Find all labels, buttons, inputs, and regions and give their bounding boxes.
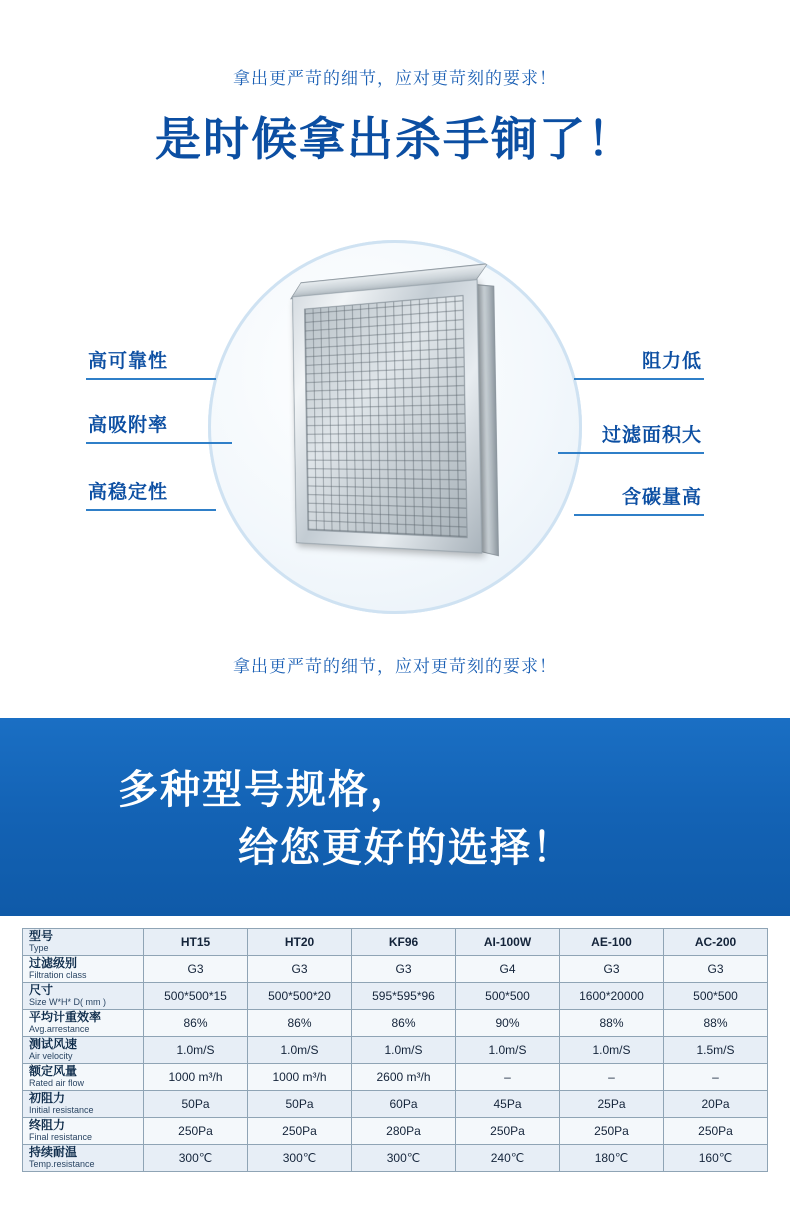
hero-title: 是时候拿出杀手锏了！ bbox=[155, 113, 635, 165]
spec-model-header: HT15 bbox=[144, 929, 248, 956]
spec-cell: G3 bbox=[248, 956, 352, 983]
spec-row-label-cn: 平均计重效率 bbox=[29, 1010, 102, 1024]
spec-cell: 300℃ bbox=[352, 1145, 456, 1172]
feature-right-2: 过滤面积大 bbox=[601, 425, 702, 446]
spec-cell: 250Pa bbox=[456, 1118, 560, 1145]
spec-cell: 60Pa bbox=[352, 1091, 456, 1118]
spec-row-label-en: Temp.resistance bbox=[29, 1159, 95, 1169]
panel-frame bbox=[292, 279, 482, 554]
feature-right-1: 阻力低 bbox=[641, 351, 702, 372]
spec-cell: 2600 m³/h bbox=[352, 1064, 456, 1091]
spec-row-label bbox=[23, 929, 144, 956]
panel-mesh bbox=[304, 295, 468, 538]
spec-cell: 1.0m/S bbox=[560, 1037, 664, 1064]
spec-table bbox=[22, 928, 768, 1172]
spec-row-label bbox=[23, 1091, 144, 1118]
spec-cell: 1600*20000 bbox=[560, 983, 664, 1010]
banner-section bbox=[0, 718, 790, 916]
spec-cell: – bbox=[456, 1064, 560, 1091]
product-image-circle bbox=[208, 240, 582, 614]
spec-table-wrapper bbox=[22, 928, 768, 1172]
spec-cell: 500*500*20 bbox=[248, 983, 352, 1010]
spec-row-label-cn: 持续耐温 bbox=[29, 1145, 78, 1159]
feature-left-rule-1 bbox=[86, 378, 216, 380]
spec-row-label bbox=[23, 983, 144, 1010]
spec-row-label bbox=[23, 956, 144, 983]
spec-row-label bbox=[23, 1010, 144, 1037]
spec-row-label-en: Size W*H* D( mm ) bbox=[29, 997, 106, 1007]
spec-cell: G3 bbox=[352, 956, 456, 983]
spec-model-header: HT20 bbox=[248, 929, 352, 956]
spec-cell: 1000 m³/h bbox=[144, 1064, 248, 1091]
table-row bbox=[23, 983, 768, 1010]
spec-cell: 595*595*96 bbox=[352, 983, 456, 1010]
feature-right-rule-3 bbox=[574, 514, 704, 516]
spec-model-header: KF96 bbox=[352, 929, 456, 956]
spec-row-label-cn: 额定风量 bbox=[29, 1064, 78, 1078]
spec-cell: 88% bbox=[560, 1010, 664, 1037]
hero-subtitle: 拿出更严苛的细节，应对更苛刻的要求！ bbox=[233, 69, 557, 88]
spec-row-label-cn: 终阻力 bbox=[29, 1118, 66, 1132]
spec-cell: 280Pa bbox=[352, 1118, 456, 1145]
spec-row-label-cn: 初阻力 bbox=[29, 1091, 66, 1105]
spec-row-label-en: Type bbox=[29, 943, 49, 953]
banner-line-2: 给您更好的选择！ bbox=[238, 826, 574, 870]
spec-cell: 250Pa bbox=[664, 1118, 768, 1145]
spec-cell: 20Pa bbox=[664, 1091, 768, 1118]
spec-cell: 1.5m/S bbox=[664, 1037, 768, 1064]
spec-row-label-cn: 尺寸 bbox=[29, 983, 54, 997]
spec-cell: 25Pa bbox=[560, 1091, 664, 1118]
feature-right-rule-1 bbox=[574, 378, 704, 380]
table-row bbox=[23, 1064, 768, 1091]
table-row bbox=[23, 929, 768, 956]
table-row bbox=[23, 1118, 768, 1145]
spec-cell: 500*500 bbox=[456, 983, 560, 1010]
spec-cell: G3 bbox=[664, 956, 768, 983]
feature-left-rule-3 bbox=[86, 509, 216, 511]
spec-row-label bbox=[23, 1118, 144, 1145]
spec-cell: 160℃ bbox=[664, 1145, 768, 1172]
spec-cell: 1.0m/S bbox=[352, 1037, 456, 1064]
spec-cell: 500*500*15 bbox=[144, 983, 248, 1010]
spec-cell: 240℃ bbox=[456, 1145, 560, 1172]
banner-line-1: 多种型号规格， bbox=[118, 768, 412, 812]
spec-row-label bbox=[23, 1145, 144, 1172]
spec-cell: 1.0m/S bbox=[248, 1037, 352, 1064]
feature-left-rule-2 bbox=[86, 442, 232, 444]
spec-cell: G3 bbox=[144, 956, 248, 983]
hero-footnote: 拿出更严苛的细节，应对更苛刻的要求！ bbox=[233, 657, 557, 676]
spec-cell: 300℃ bbox=[248, 1145, 352, 1172]
spec-cell: 88% bbox=[664, 1010, 768, 1037]
spec-cell: 250Pa bbox=[560, 1118, 664, 1145]
feature-right-3: 含碳量高 bbox=[621, 487, 702, 508]
spec-row-label-en: Rated air flow bbox=[29, 1078, 85, 1088]
spec-row-label-en: Air velocity bbox=[29, 1051, 73, 1061]
table-row bbox=[23, 1091, 768, 1118]
spec-cell: 180℃ bbox=[560, 1145, 664, 1172]
spec-cell: 300℃ bbox=[144, 1145, 248, 1172]
spec-cell: 1.0m/S bbox=[144, 1037, 248, 1064]
spec-model-header: AE-100 bbox=[560, 929, 664, 956]
spec-cell: G3 bbox=[560, 956, 664, 983]
table-row bbox=[23, 956, 768, 983]
air-filter-panel-illustration bbox=[292, 279, 482, 554]
spec-cell: 90% bbox=[456, 1010, 560, 1037]
spec-row-label bbox=[23, 1037, 144, 1064]
spec-row-label-cn: 测试风速 bbox=[29, 1037, 78, 1051]
spec-cell: G4 bbox=[456, 956, 560, 983]
spec-model-header: AI-100W bbox=[456, 929, 560, 956]
spec-cell: 45Pa bbox=[456, 1091, 560, 1118]
feature-left-1: 高可靠性 bbox=[88, 351, 169, 372]
spec-cell: – bbox=[664, 1064, 768, 1091]
spec-row-label-en: Initial resistance bbox=[29, 1105, 94, 1115]
spec-cell: 500*500 bbox=[664, 983, 768, 1010]
spec-cell: 50Pa bbox=[248, 1091, 352, 1118]
spec-cell: 86% bbox=[144, 1010, 248, 1037]
spec-row-label-en: Final resistance bbox=[29, 1132, 93, 1142]
spec-cell: 1.0m/S bbox=[456, 1037, 560, 1064]
feature-left-3: 高稳定性 bbox=[88, 482, 169, 503]
spec-row-label-cn: 过滤级别 bbox=[29, 956, 78, 970]
table-row bbox=[23, 1010, 768, 1037]
feature-right-rule-2 bbox=[558, 452, 704, 454]
spec-cell: 86% bbox=[248, 1010, 352, 1037]
spec-cell: 50Pa bbox=[144, 1091, 248, 1118]
table-row bbox=[23, 1145, 768, 1172]
spec-model-header: AC-200 bbox=[664, 929, 768, 956]
spec-cell: 250Pa bbox=[144, 1118, 248, 1145]
spec-cell: 86% bbox=[352, 1010, 456, 1037]
feature-left-2: 高吸附率 bbox=[88, 415, 169, 436]
spec-row-label-cn: 型号 bbox=[29, 929, 54, 943]
spec-cell: – bbox=[560, 1064, 664, 1091]
spec-cell: 250Pa bbox=[248, 1118, 352, 1145]
table-row bbox=[23, 1037, 768, 1064]
spec-row-label bbox=[23, 1064, 144, 1091]
spec-cell: 1000 m³/h bbox=[248, 1064, 352, 1091]
spec-row-label-en: Avg.arrestance bbox=[29, 1024, 90, 1034]
spec-row-label-en: Filtration class bbox=[29, 970, 87, 980]
